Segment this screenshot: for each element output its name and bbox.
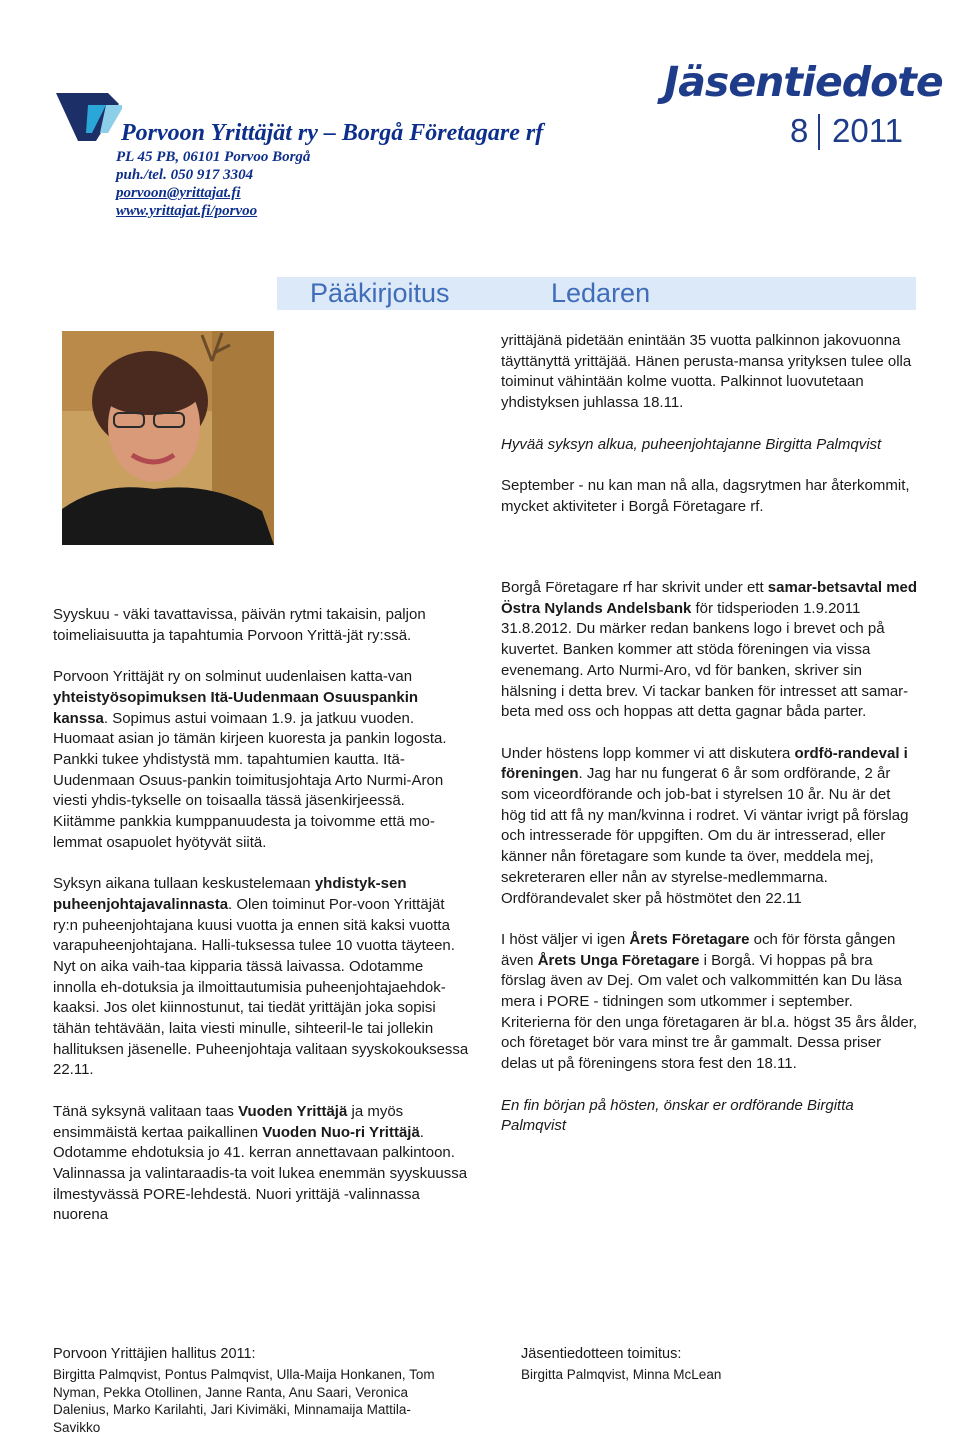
logo-icon [56,93,122,141]
title-finnish: Pääkirjoitus [310,278,450,308]
paragraph: Syyskuu - väki tavattavissa, päivän rytmi takaisin, paljon toimeliaisuutta ja tapahtumia Porvoon Yrittä-jät ry:ssä. [53,606,426,644]
author-photo [62,331,274,545]
paragraph: Borgå Företagare rf har skrivit under ett samar-betsavtal med Östra Nylands Andelsbank för tidsperioden 1.9.2011 31.8.2012. Du märker redan bankens logo i brevet och på kuvertet. Banken kommer att stöda föreningen via vissa evenemang. Arto Nurmi-Aro, vd för banken, skriver sin hälsning i detta brev. Vi tackar banken för intresset att samar-beta med oss och hoppas att detta gagnar båda parter. [501,579,918,721]
paragraph: Hyvää syksyn alkua, puheenjohtajanne Birgitta Palmqvist [501,435,882,453]
paragraph: Tänä syksynä valitaan taas Vuoden Yrittäjä ja myös ensimmäistä kertaa paikallinen Vuoden Nuo-ri Yrittäjä. Odotamme ehdotuksia jo 41. kerran annettavaan palkintoon. Valinnassa ja valintaraadis-ta voit lukea enemmän syyskuussa ilmestyvässä PORE-lehdestä. Nuori yrittäjä -valinnassa nuorena [53,1102,468,1224]
title-swedish: Ledaren [551,278,651,308]
paragraph: I höst väljer vi igen Årets Företagare och för första gången även Årets Unga Företagare i Borgå. Vi hoppas på bra förslag även av Dej. Om valet och valkommittén kan Du läsa mera i PORE - tidningen som utkommer i september. Kriterierna för den unga företagaren är bl.a. högst 35 års ålder, och företaget bör vara minst tre år gammalt. Dessa priser delas ut på föreningens stora fest den 18.11. [501,930,918,1073]
paragraph: yrittäjänä pidetään enintään 35 vuotta palkinnon jakovuonna täyttänyttä yrittäjää. Hänen perusta-mansa yrityksen tulee olla toiminut vähintään kolme vuotta. Palkinnot luovutetaan yhdistyksen juhlassa 18.11. [501,332,912,412]
paragraph: Syksyn aikana tullaan keskustelemaan yhdistyk-sen puheenjohtajavalinnasta. Olen toiminut Por-voon Yrittäjät ry:n puheenjohtajana kuusi vuotta ja ennen sitä kaksi vuotta varapuheenjohtajana. Halli-tuksessa tulee 10 vuotta täyteen. Nyt on aika vaih-taa kipparia tässä laivassa. Odotamme innolla eh-dotuksia ja ilmoittautumisia puheenjohtajaehdok-kaaksi. Jos olet kiinnostunut, tai tiedät yrittäjän joka sopisi tähän tehtävään, laita viesti minulle, sihteeril-le tai jollekin hallituksen jäsenelle. Puheenjohtaja valitaan syyskokouksessa 22.11. [53,875,469,1079]
issue-number: 8 [790,112,809,149]
email-link[interactable]: porvoon@yrittajat.fi [116,185,241,201]
left-column [53,605,469,1226]
organization-name: Porvoon Yrittäjät ry – Borgå Företagare rf [121,120,544,146]
board-members: Birgitta Palmqvist, Pontus Palmqvist, Ulla-Maija Honkanen, Tom Nyman, Pekka Otollinen, Janne Ranta, Anu Saari, Veronica Dalenius, Marko Karilahti, Jari Kivimäki, Minnamaija Mattila-Savikko [53,1367,435,1435]
editors-title: Jäsentiedotteen toimitus: [521,1346,682,1362]
signature: En fin början på hösten, önskar er ordförande Birgitta Palmqvist [501,1096,854,1135]
right-column-bottom [501,578,919,1137]
editors: Birgitta Palmqvist, Minna McLean [521,1367,722,1382]
paragraph: September - nu kan man nå alla, dagsrytmen har återkommit, mycket aktiviteter i Borgå Företagare rf. [501,476,910,515]
phone: puh./tel. 050 917 3304 [116,167,254,183]
issue-year: 2011 [832,112,903,149]
issue-divider [818,114,820,150]
newsletter-brand: Jäsentiedote [664,58,943,106]
website-link[interactable]: www.yrittajat.fi/porvoo [116,203,258,219]
board-title: Porvoon Yrittäjien hallitus 2011: [53,1346,256,1362]
paragraph: Porvoon Yrittäjät ry on solminut uudenlaisen katta-van yhteistyösopimuksen Itä-Uudenmaan Osuuspankin kanssa. Sopimus astui voimaan 1.9. ja jatkuu vuoden. Huomaat asian jo tämän kirjeen kuoresta ja pankin logosta. Pankki tukee yhdistystä mm. tapahtumien kautta. Itä-Uudenmaan Osuus-pankin toimitusjohtaja Arto Nurmi-Aron viesti yhdis-tykselle on toisaalla tässä jäsenkirjeessä. Kiitämme pankkia kumppanuudesta ja toivomme että mo-lemmat osapuolet hyötyvät siitä. [53,668,447,851]
address: PL 45 PB, 06101 Porvoo Borgå [116,149,311,165]
paragraph: Under höstens lopp kommer vi att diskutera ordfö-randeval i föreningen. Jag har nu fungerat 6 år som ordförande, 2 år som viceordförande och job-bat i styrelsen 10 år. Nu är det hög tid att få ny man/kvinna i rodret. Vi väntar ivrigt på förslag och intresserade för uppgiften. Om du är intresserad, eller känner nån företagare som kunde ta över, meddela mej, sekreteraren eller nån av styrelse-medlemmarna. Ordförandevalet sker på höstmötet den 22.11 [501,744,909,907]
right-column-top [501,331,919,517]
